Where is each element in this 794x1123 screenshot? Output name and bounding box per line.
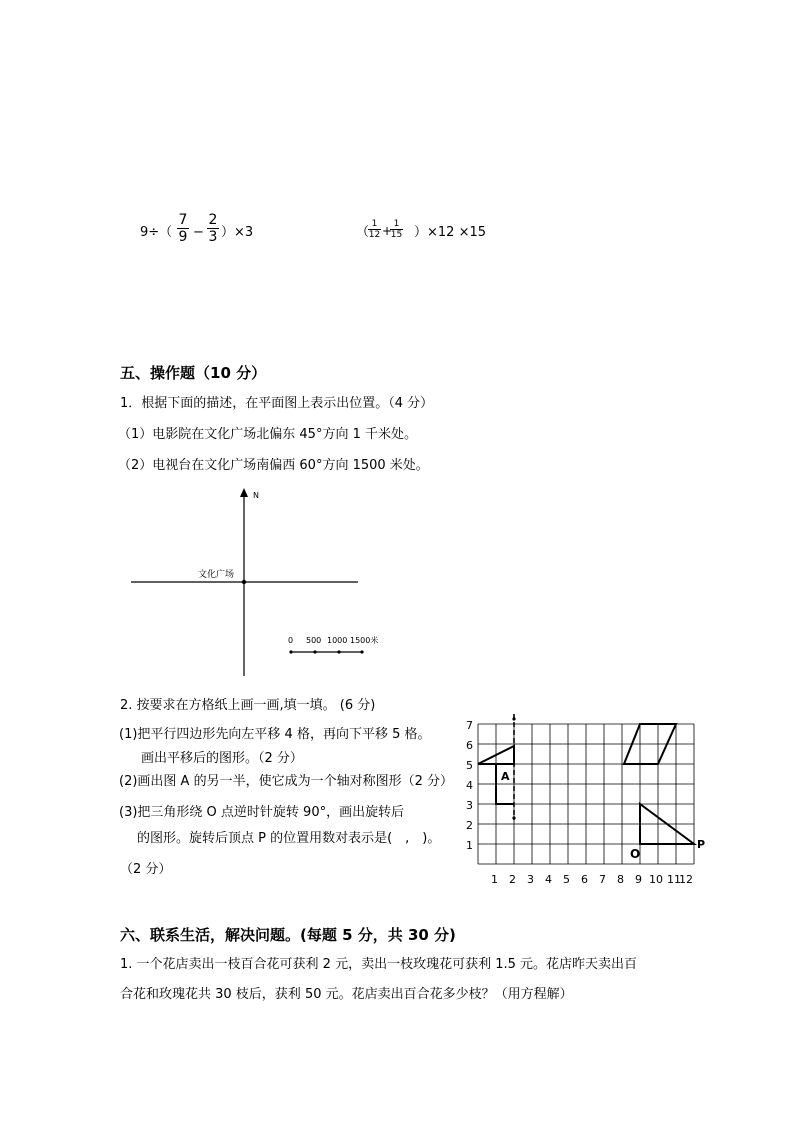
scale-tick-0 [289,650,292,653]
q1-item-2: （2）电视台在文化广场南偏西 60°方向 1500 米处。 [118,458,429,473]
q1-prompt: 1．根据下面的描述，在平面图上表示出位置。（4 分） [120,396,434,411]
compass-diagram [128,484,379,684]
x-label-9: 9 [635,873,642,886]
x-label-3: 3 [527,873,534,886]
q1-item-1: （1）电影院在文化广场北偏东 45°方向 1 千米处。 [118,427,417,442]
x-label-8: 8 [617,873,624,886]
expr1-minus: − [193,225,204,240]
expr1-frac-a-denominator: 9 [178,229,188,245]
expr2-suffix: ）×12 ×15 [414,225,487,240]
y-label-4: 4 [466,779,473,792]
scale-label-500: 500 [306,636,322,645]
section6-title: 六、联系生活，解决问题。(每题 5 分，共 30 分) [120,926,456,944]
expr2-fraction-b [390,219,403,240]
north-label: N [253,491,259,500]
expr1-fraction-a [177,212,189,245]
expr2-frac-b-denominator: 15 [390,230,403,240]
x-label-12: 12 [679,873,693,886]
scale-tick-500 [313,650,316,653]
q2-item-1-line-1: (1)把平行四边形先向左平移 4 格，再向下平移 5 格。 [119,727,431,742]
expr2-fraction-a [368,219,381,240]
y-label-7: 7 [466,719,473,732]
y-label-1: 1 [466,839,473,852]
point-p-label: P [697,838,706,851]
expr2-open: （ [356,225,370,240]
center-label: 文化广场 [198,570,235,580]
q2-item-2: (2)画出图 A 的另一半，使它成为一个轴对称图形（2 分） [119,774,453,789]
expr1-fraction-b [207,212,219,245]
q2-prompt: 2. 按要求在方格纸上画一画,填一填。 (6 分) [120,698,376,713]
q2-item-1-line-2: 画出平移后的图形。（2 分） [141,751,303,766]
x-label-4: 4 [545,873,552,886]
center-point [242,580,246,584]
expr1-prefix: 9÷（ [140,225,173,240]
section5-title: 五、操作题（10 分） [120,364,267,382]
x-label-7: 7 [599,873,606,886]
figure-a-label: A [501,770,510,783]
y-label-6: 6 [466,739,473,752]
expr1-frac-b-numerator: 2 [208,212,218,228]
y-label-3: 3 [466,799,473,812]
north-arrow-icon [240,488,248,497]
scale-label-1000: 1000 [327,636,348,645]
x-label-10: 10 [649,873,663,886]
expr1-frac-a-numerator: 7 [178,212,188,228]
scale-label-0: 0 [288,636,294,645]
q2-item-3-line-1: (3)把三角形绕 O 点逆时针旋转 90°，画出旋转后 [119,805,405,820]
axis-dot [512,816,515,819]
expr2-frac-b-numerator: 1 [393,219,400,229]
scale-tick-1000 [337,650,340,653]
scale-tick-1500 [360,650,363,653]
expr2-plus: + [382,224,393,238]
expr2-frac-a-numerator: 1 [371,219,378,229]
q2-item-3-line-2: 的图形。旋转后顶点 P 的位置用数对表示是( , )。 [137,831,441,846]
expr1-suffix: ）×3 [221,225,254,240]
y-label-2: 2 [466,819,473,832]
x-label-5: 5 [563,873,570,886]
grid-figure [458,714,718,894]
x-label-1: 1 [491,873,498,886]
axis-dot [512,717,515,720]
expr1-frac-b-denominator: 3 [208,229,218,245]
point-o-label: O [630,847,641,861]
scale-label-1500: 1500米 [350,636,379,645]
x-label-11: 11 [667,873,681,886]
x-label-2: 2 [509,873,516,886]
s6-q1-line-1: 1. 一个花店卖出一枝百合花可获利 2 元，卖出一枝玫瑰花可获利 1.5 元。花店昨天卖出百 [120,957,638,972]
s6-q1-line-2: 合花和玫瑰花共 30 枝后，获利 50 元。花店卖出百合花多少枝？（用方程解） [120,987,573,1002]
y-label-5: 5 [466,759,473,772]
q2-item-3-points: （2 分） [120,862,172,877]
expr2-frac-a-denominator: 12 [368,230,381,240]
x-label-6: 6 [581,873,588,886]
